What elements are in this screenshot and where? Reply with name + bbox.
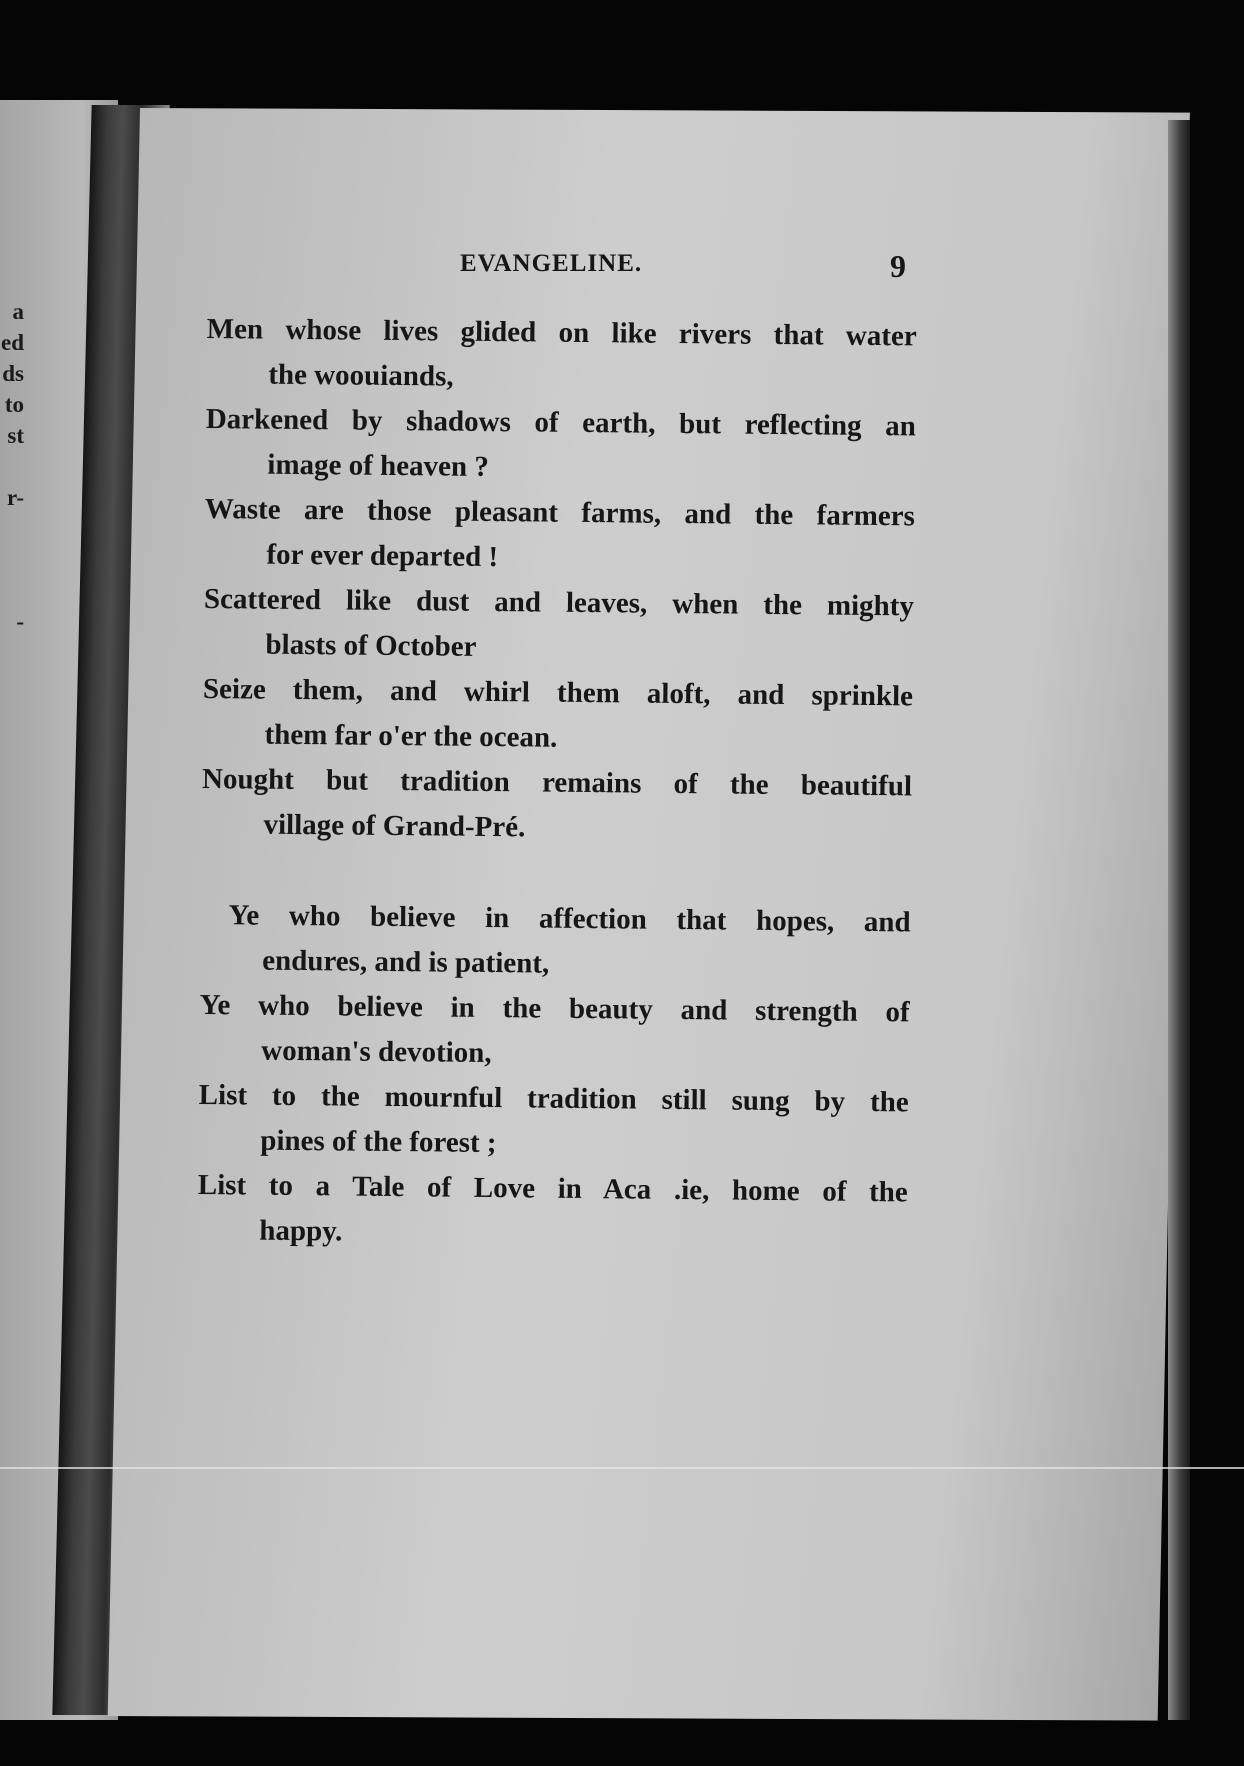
page-header <box>0 250 1244 290</box>
verse-line: Nought but tradition remains of the beautiful <box>201 762 913 803</box>
fragment: ed <box>1 330 24 355</box>
verse-line: List to a Tale of Love in Aca .ie, home of the <box>197 1168 908 1209</box>
fragment: r- <box>6 485 24 510</box>
fragment: to <box>4 392 24 417</box>
fragment <box>0 575 24 606</box>
page-number: 9 <box>890 248 906 284</box>
verse-line: Men whose lives glided on like rivers that water <box>206 312 917 353</box>
fragment <box>0 513 24 544</box>
verse-continuation: them far o'er the ocean. <box>264 718 558 754</box>
verse-continuation: pines of the forest ; <box>260 1124 497 1160</box>
previous-page-text-fragments <box>0 296 24 637</box>
running-title: EVANGELINE. <box>460 250 643 277</box>
fragment <box>0 544 24 575</box>
verse-line: Ye who believe in the beauty and strength of <box>199 988 910 1029</box>
verse-line: Waste are those pleasant farms, and the farmers <box>204 492 916 533</box>
verse-line: Scattered like dust and leaves, when the mighty <box>203 582 915 623</box>
verse-line: Ye who believe in affection that hopes, and <box>228 899 911 939</box>
verse-line: Seize them, and whirl them aloft, and sprinkle <box>202 672 914 713</box>
fragment <box>0 451 24 482</box>
verse-continuation: image of heaven ? <box>267 448 490 483</box>
verse-continuation: for ever departed ! <box>266 538 499 574</box>
fragment: ds <box>2 361 24 386</box>
scan-fold-line <box>0 1467 1244 1469</box>
fragment: st <box>7 423 24 448</box>
fragment: - <box>16 609 24 634</box>
verse-line: Darkened by shadows of earth, but reflecting an <box>205 402 916 443</box>
verse-continuation: happy. <box>259 1214 343 1248</box>
page-edge-shadow <box>1168 120 1190 1720</box>
poem-text <box>197 308 917 1261</box>
fragment: a <box>12 299 24 324</box>
verse-continuation: village of Grand-Pré. <box>263 808 526 844</box>
stanza <box>201 308 917 853</box>
stanza <box>197 894 911 1259</box>
verse-continuation: blasts of October <box>265 628 477 663</box>
verse-continuation: woman's devotion, <box>261 1034 492 1070</box>
verse-continuation: the woouiands, <box>268 358 454 393</box>
verse-line: List to the mournful tradition still sung by the <box>198 1078 909 1119</box>
verse-continuation: endures, and is patient, <box>262 944 550 980</box>
